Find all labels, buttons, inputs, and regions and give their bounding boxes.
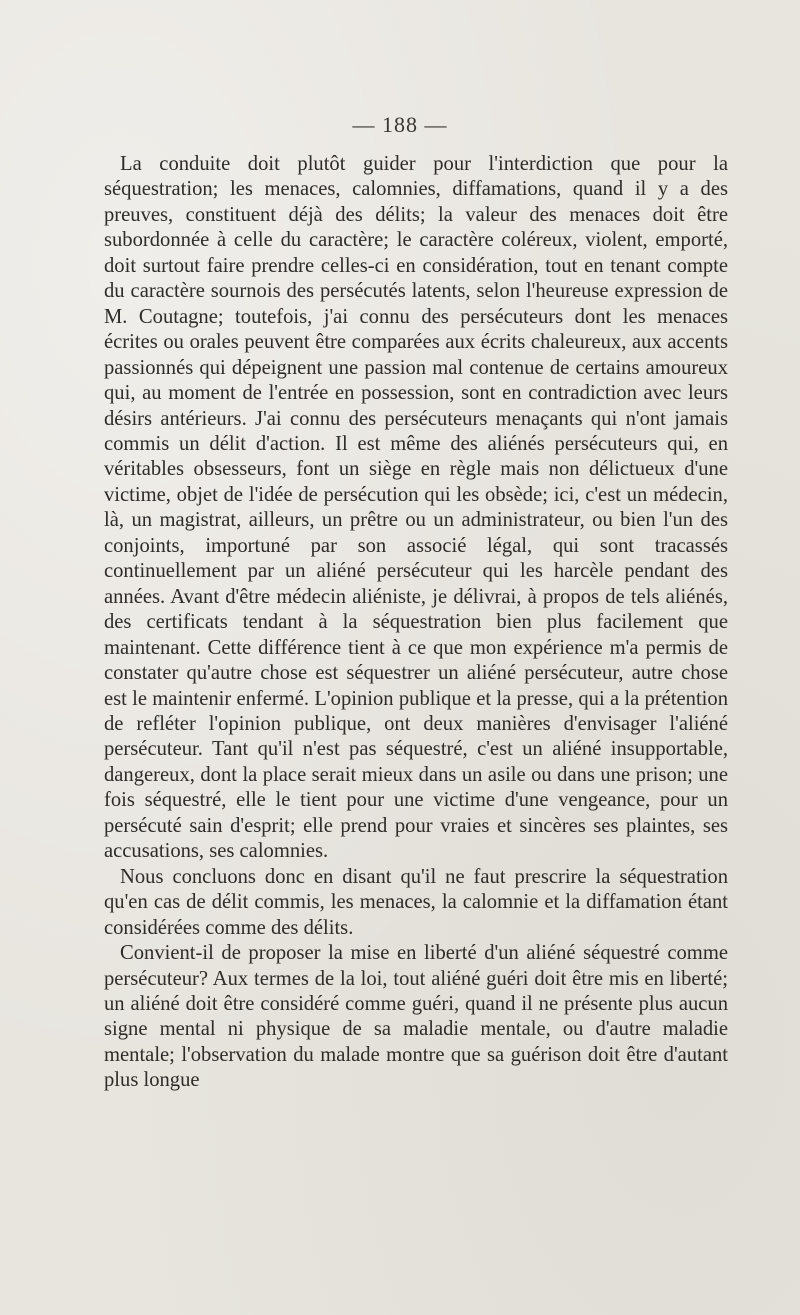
paragraph-1: La conduite doit plutôt guider pour l'interdiction que pour la séquestration; les menaces, calomnies, diffamations, quand il y a des preuves, constituent déjà des délits; la valeur des menaces doit être subordonnée à celle du caractère; le caractère coléreux, violent, emporté, doit surtout faire prendre celles-ci en considération, tout en tenant compte du caractère sournois des persécutés latents, selon l'heureuse expression de M. Coutagne; toutefois, j'ai connu des persécuteurs dont les menaces écrites ou orales peuvent être comparées aux écrits chaleureux, aux accents passionnés qui dépeignent une passion mal contenue de certains amoureux qui, au moment de l'entrée en possession, sont en contradiction avec leurs désirs antérieurs. J'ai connu des persécuteurs menaçants qui n'ont jamais commis un délit d'action. Il est même des aliénés persécuteurs qui, en véritables obsesseurs, font un siège en règle mais non délictueux d'une victime, objet de l'idée de persécution qui les obsède; ici, c'est un médecin, là, un magistrat, ailleurs, un prêtre ou un administrateur, ou bien l'un des conjoints, importuné par son associé légal, qui sont tracassés continuellement par un aliéné persécuteur qui les harcèle pendant des années. Avant d'être médecin aliéniste, je délivrai, à propos de tels aliénés, des certificats tendant à la séquestration bien plus facilement que maintenant. Cette différence tient à ce que mon expérience m'a permis de constater qu'autre chose est séquestrer un aliéné persécuteur, autre chose est le maintenir enfermé. L'opinion publique et la presse, qui a la prétention de refléter l'opinion publique, ont deux manières d'envisager l'aliéné persécuteur. Tant qu'il n'est pas séquestré, c'est un aliéné insupportable, dangereux, dont la place serait mieux dans un asile ou dans une prison; une fois séquestré, elle le tient pour une victime d'une vengeance, pour un persécuté sain d'esprit; elle prend pour vraies et sincères ses plaintes, ses accusations, ses calomnies. bbox=[104, 153, 728, 863]
paragraph-2: Nous concluons donc en disant qu'il ne faut prescrire la séquestration qu'en cas de délit commis, les menaces, la calomnie et la diffamation étant considérées comme des délits. bbox=[104, 865, 728, 939]
paragraph-3: Convient-il de proposer la mise en liberté d'un aliéné séquestré comme persécuteur? Aux termes de la loi, tout aliéné guéri doit être mis en liberté; un aliéné doit être considéré comme guéri, quand il ne présente plus aucun signe mental ni physique de sa maladie mentale, ou d'autre maladie mentale; l'observation du malade montre que sa guérison doit être d'autant plus longue bbox=[104, 942, 728, 1092]
body-text bbox=[104, 152, 728, 1094]
page-number: — 188 — bbox=[352, 112, 448, 137]
